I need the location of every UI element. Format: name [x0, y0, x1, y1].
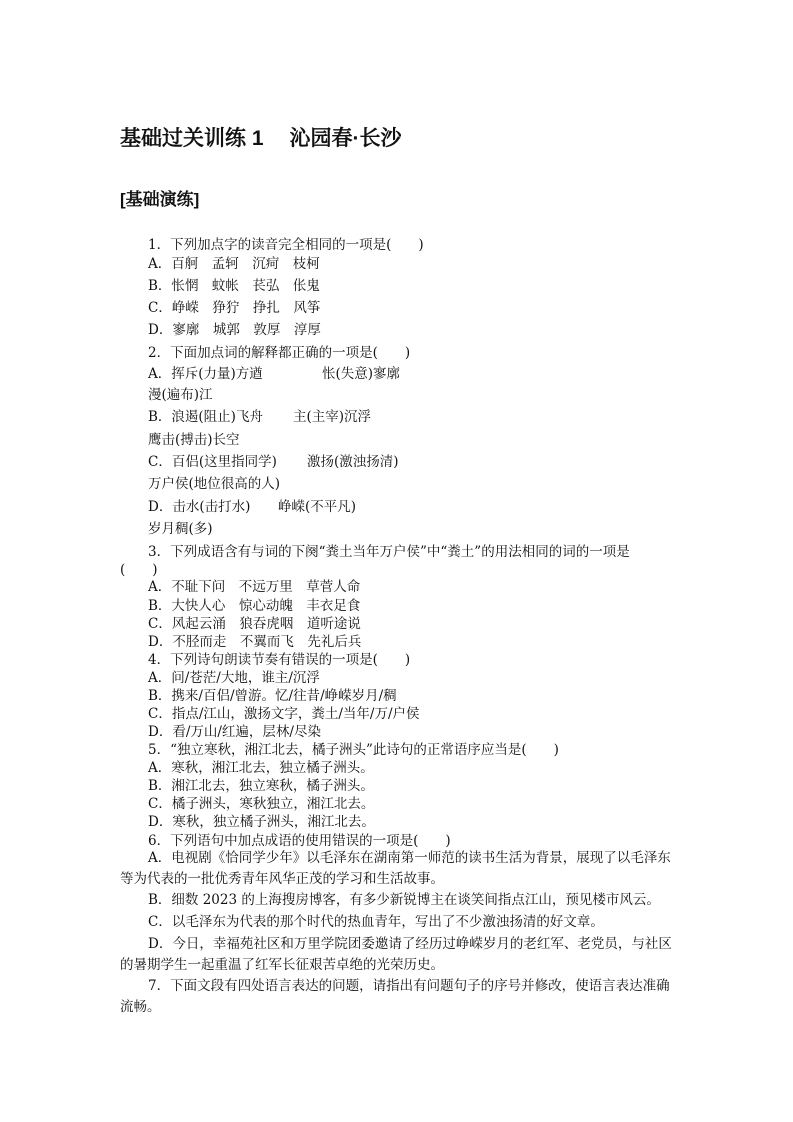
q2-option-b-part3: 鹰击(搏击)长空: [148, 432, 240, 448]
q6-option-a: A．电视剧《恰同学少年》以毛泽东在湖南第一师范的读书生活为背景，展现了以毛泽东等为代表的一批优秀青年风华正茂的学习和生活故事。: [120, 850, 671, 887]
q2-option-b-part1: B．浪遏(阻止)飞舟: [148, 409, 263, 425]
q1-option-c: C．峥嵘 狰狞 挣扎 风筝: [148, 300, 321, 316]
q1-option-b: B．怅惘 蚊帐 苌弘 伥鬼: [148, 278, 320, 294]
q4-option-d: D．看/万山/红遍，层林/尽染: [148, 724, 321, 740]
q2-option-d-part3: 岁月稠(多): [148, 521, 213, 537]
q2-option-d-part2: 峥嵘(不平凡): [278, 499, 357, 515]
q2-option-a-part3: 漫(遍布)江: [148, 387, 213, 403]
q2-option-a-part2: 怅(失意)寥廓: [322, 366, 401, 382]
q6-option-b: B．细数 2023 的上海搜房博客，有多少新锐博主在谈笑间指点江山，预见楼市风云。: [148, 892, 660, 908]
q3-answer-paren: ( ): [120, 562, 158, 578]
q6-option-d: D．今日，幸福苑社区和万里学院团委邀请了经历过峥嵘岁月的老红军、老党员，与社区的暑期学生一起重温了红军长征艰苦卓绝的光荣历史。: [120, 936, 672, 973]
q2-option-a-part1: A．挥斥(力量)方遒: [148, 366, 263, 382]
q5-option-a: A．寒秋，湘江北去，独立橘子洲头。: [148, 760, 374, 776]
q5-option-c: C．橘子洲头，寒秋独立，湘江北去。: [148, 796, 375, 812]
q3-option-c: C．风起云涌 狼吞虎咽 道听途说: [148, 616, 361, 632]
q7-stem: 7．下面文段有四处语言表达的问题，请指出有问题句子的序号并修改，使语言表达准确流畅。: [120, 978, 670, 1015]
q6-option-c: C．以毛泽东为代表的那个时代的热血青年，写出了不少激浊扬清的好文章。: [148, 914, 604, 930]
title-main: 基础过关训练 1: [120, 127, 264, 150]
page-title: [120, 122, 402, 152]
q3-option-d: D．不胫而走 不翼而飞 先礼后兵: [148, 634, 362, 650]
q3-stem: 3．下列成语含有与词的下阕“粪土当年万户侯”中“粪土”的用法相同的词的一项是: [148, 544, 630, 560]
q1-option-a: A．百舸 孟轲 沉疴 枝柯: [148, 256, 320, 272]
q4-option-a: A．问/苍茫/大地，谁主/沉浮: [148, 670, 320, 686]
q5-stem: 5．“独立寒秋，湘江北去，橘子洲头”此诗句的正常语序应当是( ): [148, 742, 559, 758]
q2-option-c-part3: 万户侯(地位很高的人): [148, 476, 281, 492]
q4-option-b: B．携来/百侣/曾游。忆/往昔/峥嵘岁月/稠: [148, 688, 397, 704]
q2-option-c-part1: C．百侣(这里指同学): [148, 454, 277, 470]
title-sub: 沁园春·长沙: [289, 127, 402, 150]
q3-option-b: B．大快人心 惊心动魄 丰衣足食: [148, 598, 361, 614]
q1-stem: 1．下列加点字的读音完全相同的一项是( ): [148, 237, 424, 253]
q2-option-d-part1: D．击水(击打水): [148, 499, 251, 515]
q4-option-c: C．指点/江山，激扬文字，粪土/当年/万/户侯: [148, 706, 420, 722]
q6-stem: 6．下列语句中加点成语的使用错误的一项是( ): [148, 833, 451, 849]
q5-option-b: B．湘江北去，独立寒秋，橘子洲头。: [148, 778, 374, 794]
q4-stem: 4．下列诗句朗读节奏有错误的一项是( ): [148, 652, 411, 668]
section-heading: [基础演练]: [120, 190, 200, 209]
q5-option-d: D．寒秋，独立橘子洲头，湘江北去。: [148, 814, 375, 830]
q1-option-d: D．寥廓 城郭 敦厚 淳厚: [148, 322, 321, 338]
q2-stem: 2．下面加点词的解释都正确的一项是( ): [148, 345, 411, 361]
q2-option-b-part2: 主(主宰)沉浮: [293, 409, 372, 425]
q2-option-c-part2: 激扬(激浊扬清): [307, 454, 399, 470]
q3-option-a: A．不耻下问 不远万里 草菅人命: [148, 579, 361, 595]
